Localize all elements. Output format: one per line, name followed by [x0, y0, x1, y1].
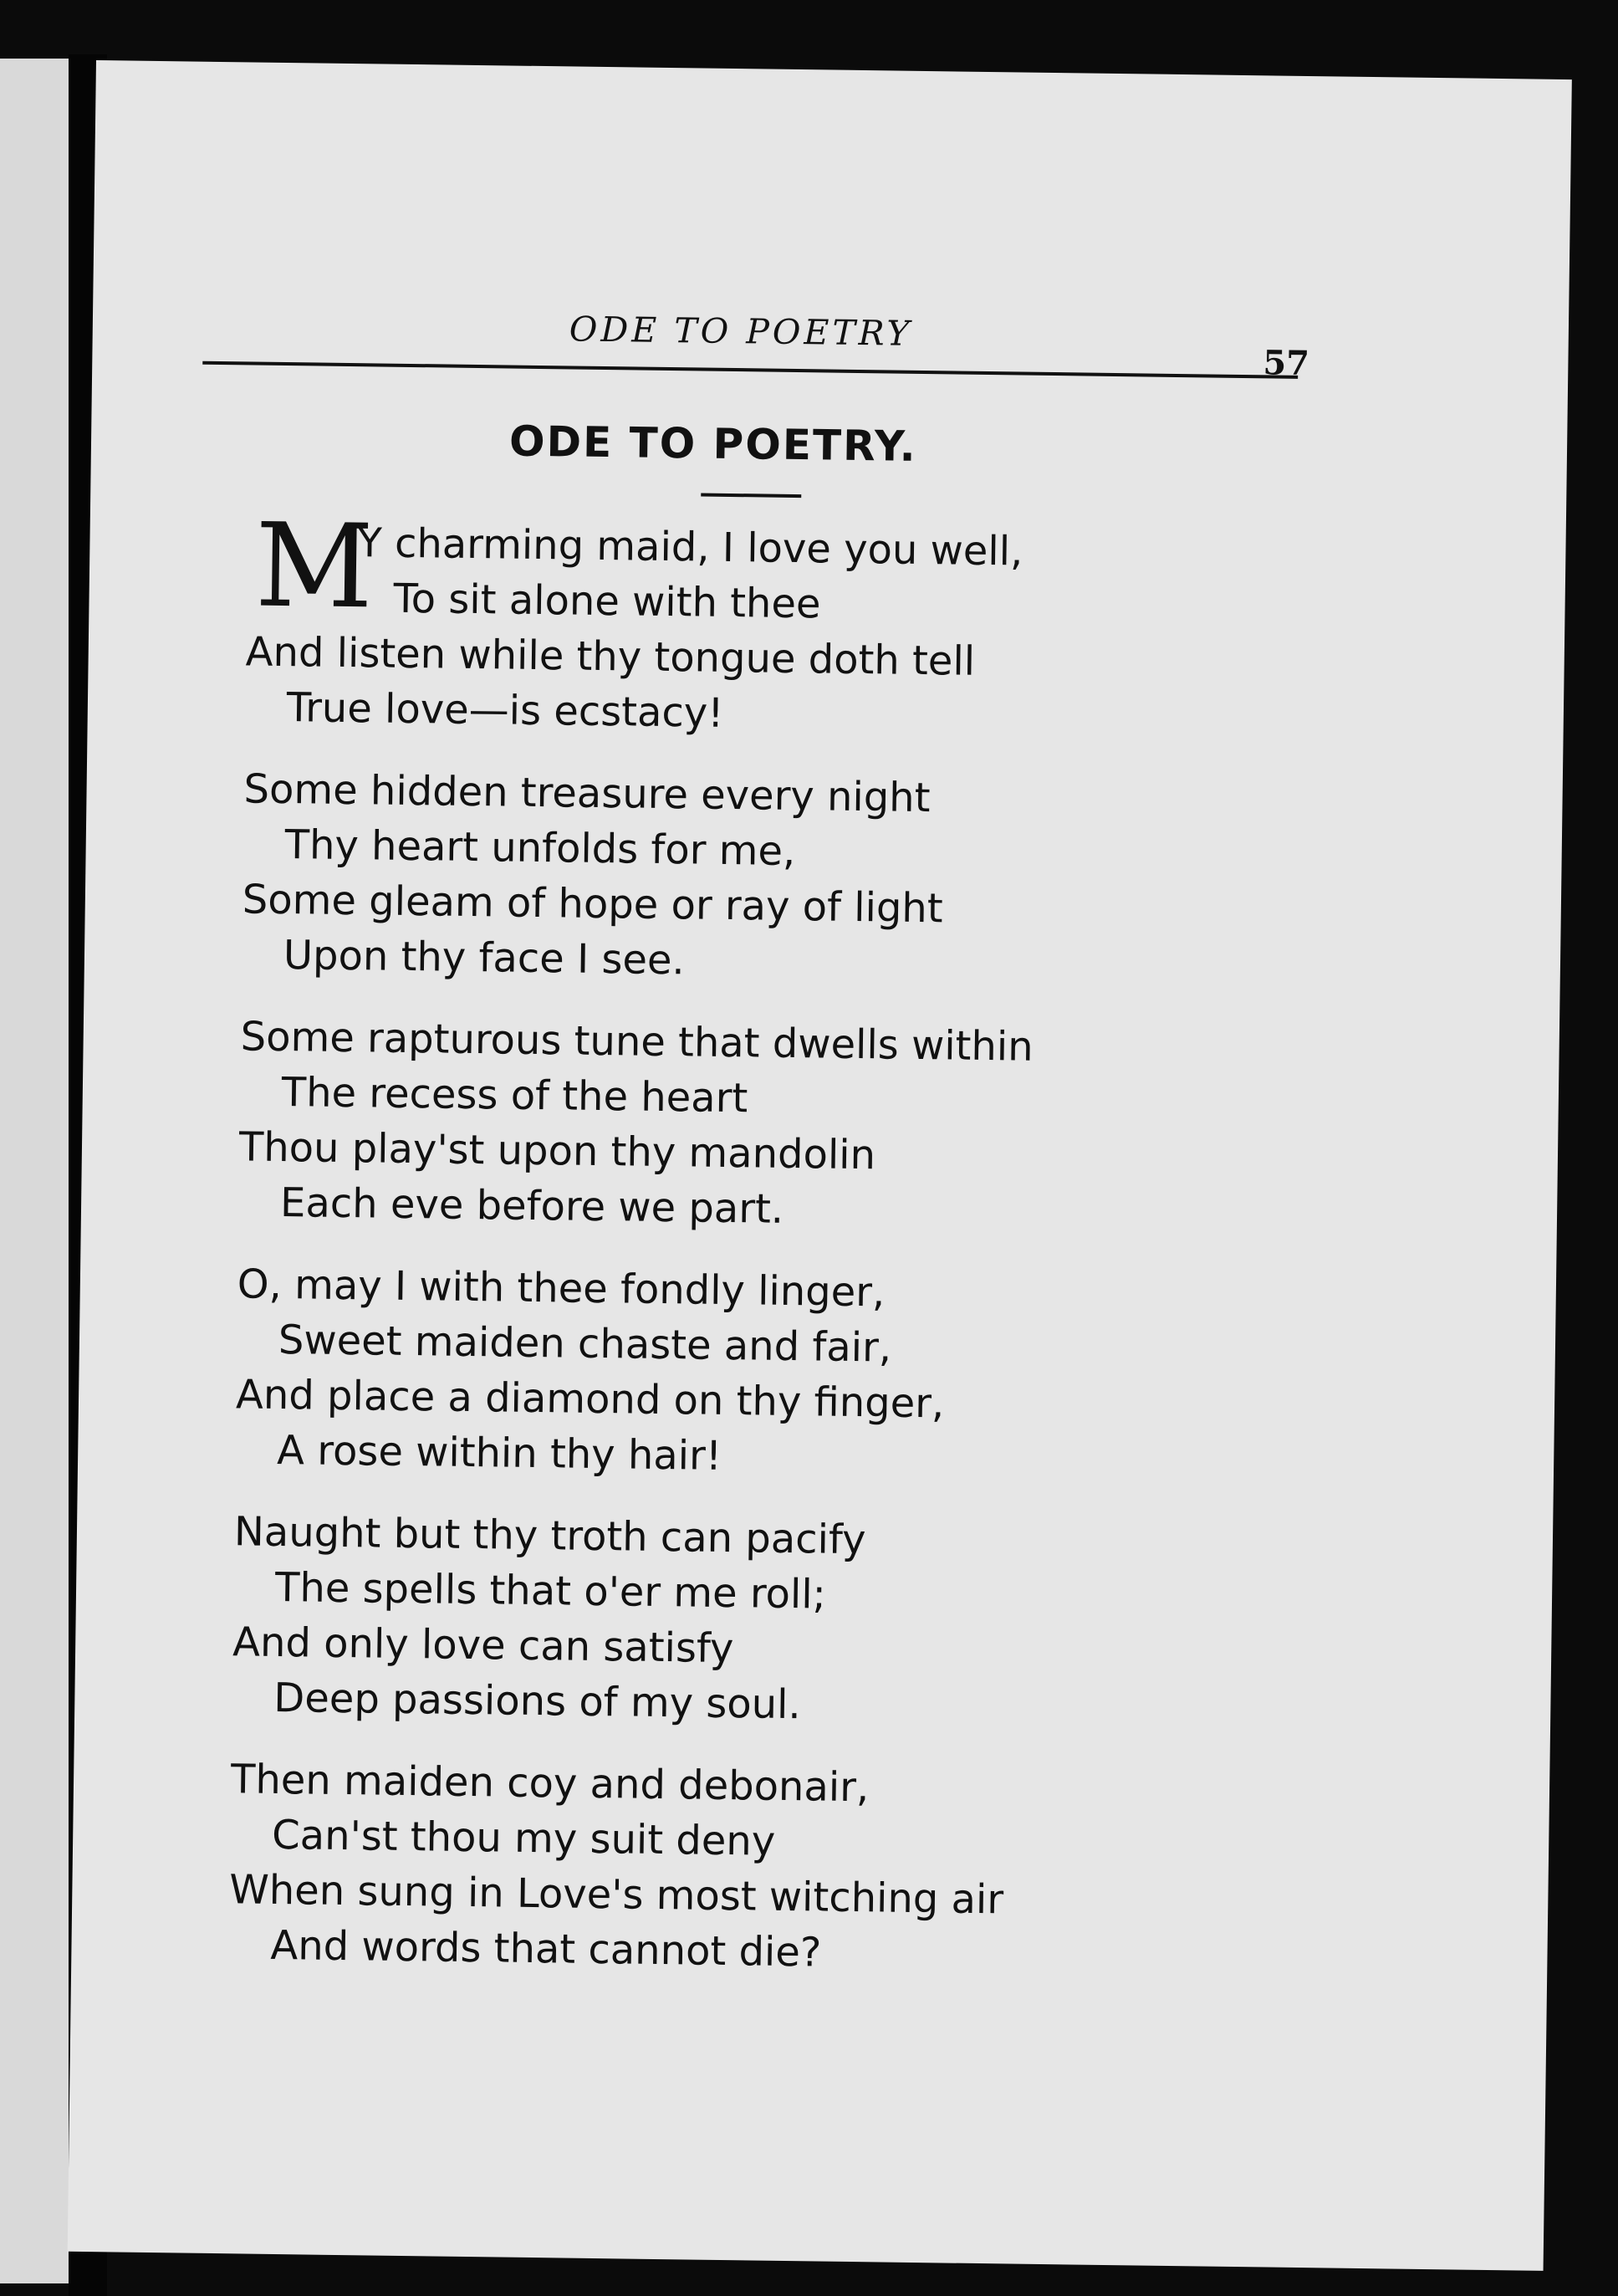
poem-line: A rose within thy hair!	[276, 1426, 722, 1480]
poem-line: O, may I with thee fondly linger,	[237, 1260, 886, 1317]
poem-body	[228, 498, 1335, 2013]
poem-line: And listen while thy tongue doth tell	[245, 628, 976, 685]
poem-line: Some rapturous tune that dwells within	[240, 1013, 1034, 1071]
stanza	[228, 1751, 1318, 1987]
drop-cap: M	[254, 498, 375, 635]
poem-line: The spells that o'er me roll;	[274, 1563, 827, 1618]
stanza	[244, 498, 1334, 749]
poem-line: Deep passions of my soul.	[273, 1674, 802, 1729]
stanza	[238, 1009, 1328, 1244]
poem-title: ODE TO POETRY.	[508, 417, 918, 471]
poem-line: Y charming maid, I love you well,	[357, 519, 1023, 575]
poem-line: And only love can satisfy	[232, 1618, 734, 1673]
poem-line: Some gleam of hope or ray of light	[242, 876, 943, 933]
poem-line: And words that cannot die?	[270, 1921, 822, 1976]
header-rule	[202, 361, 1298, 379]
title-rule	[701, 493, 801, 499]
poem-line: Can'st thou my suit deny	[271, 1811, 776, 1865]
book-page	[68, 60, 1572, 2271]
poem-line: Some hidden treasure every night	[243, 765, 931, 822]
poem-line: And place a diamond on thy finger,	[235, 1371, 945, 1428]
stanza	[235, 1256, 1325, 1491]
poem-line: Sweet maiden chaste and fair,	[278, 1316, 892, 1372]
poem-line: Naught but thy troth can pacify	[233, 1508, 866, 1564]
poem-line: True love—is ecstacy!	[286, 684, 724, 737]
poem-line: When sung in Love's most witching air	[229, 1866, 1004, 1924]
poem-line: Then maiden coy and debonair,	[230, 1756, 870, 1812]
poem-line: Each eve before we part.	[279, 1179, 784, 1233]
poem-line: Thou play'st upon thy mandolin	[238, 1123, 876, 1179]
poem-line: Thy heart unfolds for me,	[284, 821, 796, 876]
stanza	[232, 1504, 1321, 1739]
facing-page-edge	[0, 59, 69, 2283]
running-head: ODE TO POETRY	[569, 309, 913, 354]
poem-line: Upon thy face I see.	[283, 932, 686, 984]
poem-line: To sit alone with thee	[393, 575, 821, 628]
stanza	[242, 761, 1331, 996]
page-number: 57	[1263, 343, 1310, 384]
poem-line: The recess of the heart	[281, 1069, 748, 1122]
